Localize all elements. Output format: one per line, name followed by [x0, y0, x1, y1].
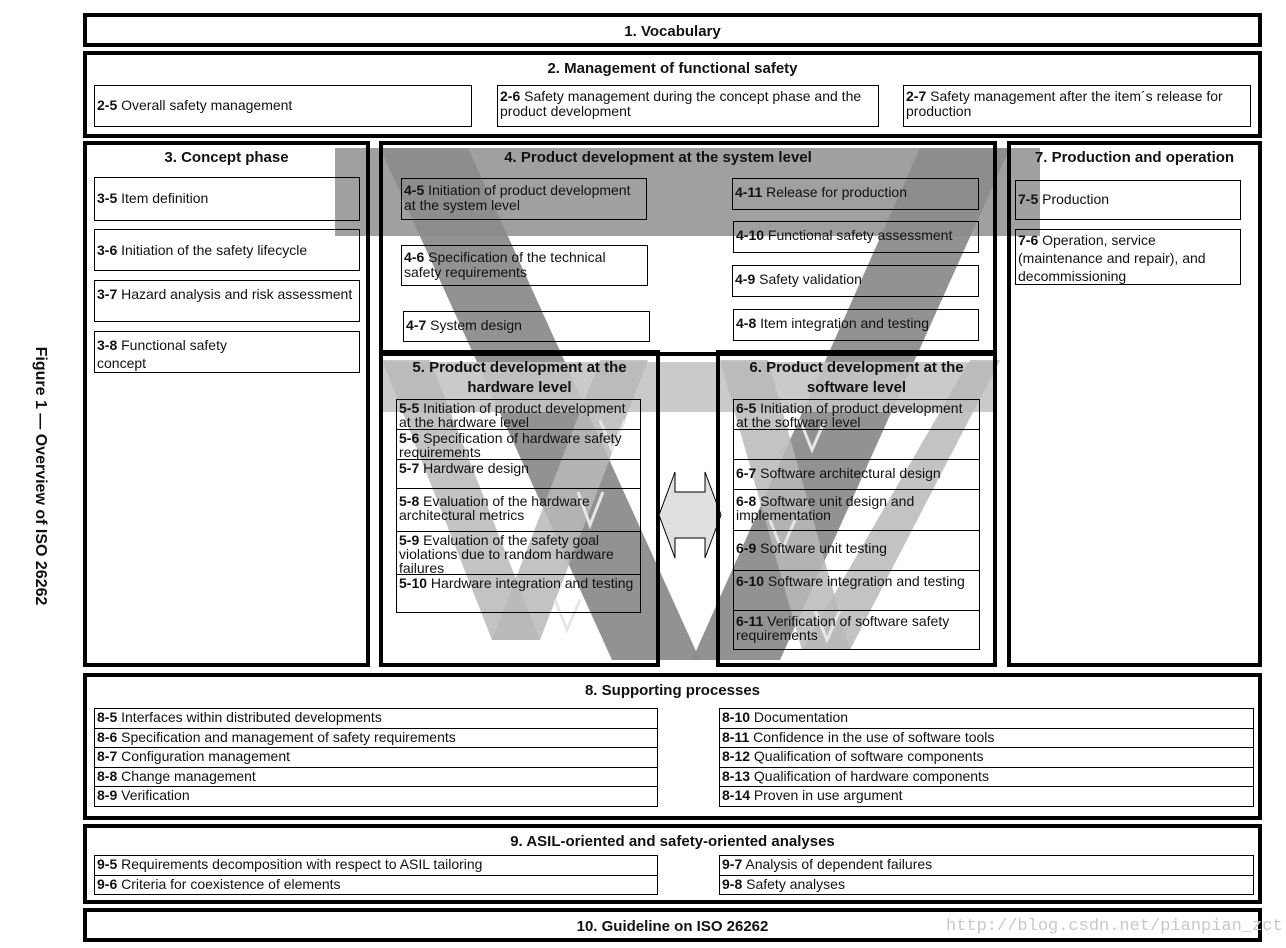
watermark-url: http://blog.csdn.net/pianpian_zct — [946, 917, 1283, 936]
supporting-left-list — [94, 709, 658, 807]
clause-4-8[interactable]: 4-8 Item integration and testing — [733, 309, 979, 341]
clause-3-5[interactable]: 3-5 Item definition — [94, 177, 360, 221]
hardware-clause-list — [396, 400, 641, 613]
clause-3-8[interactable]: 3-8 Functional safety concept — [94, 331, 360, 373]
clause-6-11[interactable]: 6-11 Verification of software safety requirements — [733, 610, 980, 650]
clause-9-8[interactable]: 9-8 Safety analyses — [719, 875, 1254, 896]
part-8-title: 8. Supporting processes — [584, 682, 761, 699]
clause-6-7[interactable]: 6-7 Software architectural design — [733, 459, 980, 490]
clause-4-11[interactable]: 4-11 Release for production — [732, 178, 979, 210]
clause-8-9[interactable]: 8-9 Verification — [94, 786, 658, 807]
clause-8-13[interactable]: 8-13 Qualification of hardware components — [719, 767, 1254, 788]
clause-7-5[interactable]: 7-5 Production — [1015, 180, 1241, 220]
clause-5-9[interactable]: 5-9 Evaluation of the safety goal violations due to random hardware failures — [396, 531, 641, 575]
clause-5-5[interactable]: 5-5 Initiation of product development at the hardware level — [396, 399, 641, 430]
part-1-title: 1. Vocabulary — [624, 23, 721, 40]
clause-5-6[interactable]: 5-6 Specification of hardware safety requirements — [396, 429, 641, 460]
clause-6-5[interactable]: 6-5 Initiation of product development at the software level — [733, 399, 980, 430]
clause-6-10[interactable]: 6-10 Software integration and testing — [733, 570, 980, 611]
clause-6-6-empty[interactable] — [733, 429, 980, 460]
clause-3-7[interactable]: 3-7 Hazard analysis and risk assessment — [94, 280, 360, 322]
clause-9-7[interactable]: 9-7 Analysis of dependent failures — [719, 855, 1254, 876]
part-9-title: 9. ASIL-oriented and safety-oriented analyses — [510, 833, 835, 850]
clause-5-7[interactable]: 5-7 Hardware design — [396, 459, 641, 489]
asil-right-list — [719, 856, 1254, 895]
clause-2-5[interactable]: 2-5 Overall safety management — [94, 85, 472, 127]
part-1-vocabulary — [83, 13, 1262, 47]
clause-3-6[interactable]: 3-6 Initiation of the safety lifecycle — [94, 229, 360, 271]
part-2-title: 2. Management of functional safety — [547, 60, 798, 77]
part-7-title: 7. Production and operation — [1034, 149, 1235, 166]
clause-8-12[interactable]: 8-12 Qualification of software components — [719, 747, 1254, 768]
clause-8-5[interactable]: 8-5 Interfaces within distributed developments — [94, 708, 658, 729]
clause-9-5[interactable]: 9-5 Requirements decomposition with respect to ASIL tailoring — [94, 855, 658, 876]
part-10-title: 10. Guideline on ISO 26262 — [576, 918, 769, 935]
clause-2-7[interactable]: 2-7 Safety management after the item´s release for production — [903, 85, 1251, 127]
clause-5-8[interactable]: 5-8 Evaluation of the hardware architectural metrics — [396, 488, 641, 532]
part-3-title: 3. Concept phase — [164, 149, 289, 166]
software-clause-list — [733, 400, 980, 650]
clause-5-10[interactable]: 5-10 Hardware integration and testing — [396, 574, 641, 613]
figure-caption: Figure 1 — Overview of ISO 26262 — [32, 346, 49, 606]
clause-8-6[interactable]: 8-6 Specification and management of safety requirements — [94, 728, 658, 749]
clause-8-10[interactable]: 8-10 Documentation — [719, 708, 1254, 729]
asil-left-list — [94, 856, 658, 895]
supporting-right-list — [719, 709, 1254, 807]
clause-7-6[interactable]: 7-6 Operation, service (maintenance and repair), and decommissioning — [1015, 229, 1241, 285]
clause-2-6[interactable]: 2-6 Safety management during the concept phase and the product development — [497, 85, 879, 127]
clause-4-7[interactable]: 4-7 System design — [403, 311, 650, 342]
clause-4-9[interactable]: 4-9 Safety validation — [732, 265, 979, 297]
clause-4-10[interactable]: 4-10 Functional safety assessment — [733, 221, 979, 253]
clause-8-14[interactable]: 8-14 Proven in use argument — [719, 786, 1254, 807]
part-5-title: 5. Product development at the hardware level — [412, 359, 627, 396]
part-4-title: 4. Product development at the system level — [504, 149, 812, 166]
clause-4-6[interactable]: 4-6 Specification of the technical safety requirements — [401, 245, 648, 286]
hw-sw-interaction-arrow-icon — [655, 470, 725, 560]
clause-8-11[interactable]: 8-11 Confidence in the use of software tools — [719, 728, 1254, 749]
clause-4-5[interactable]: 4-5 Initiation of product development at the system level — [401, 178, 647, 220]
clause-8-7[interactable]: 8-7 Configuration management — [94, 747, 658, 768]
part-6-title: 6. Product development at the software level — [749, 359, 964, 396]
clause-8-8[interactable]: 8-8 Change management — [94, 767, 658, 788]
clause-9-6[interactable]: 9-6 Criteria for coexistence of elements — [94, 875, 658, 896]
clause-6-8[interactable]: 6-8 Software unit design and implementation — [733, 489, 980, 531]
clause-6-9[interactable]: 6-9 Software unit testing — [733, 530, 980, 571]
